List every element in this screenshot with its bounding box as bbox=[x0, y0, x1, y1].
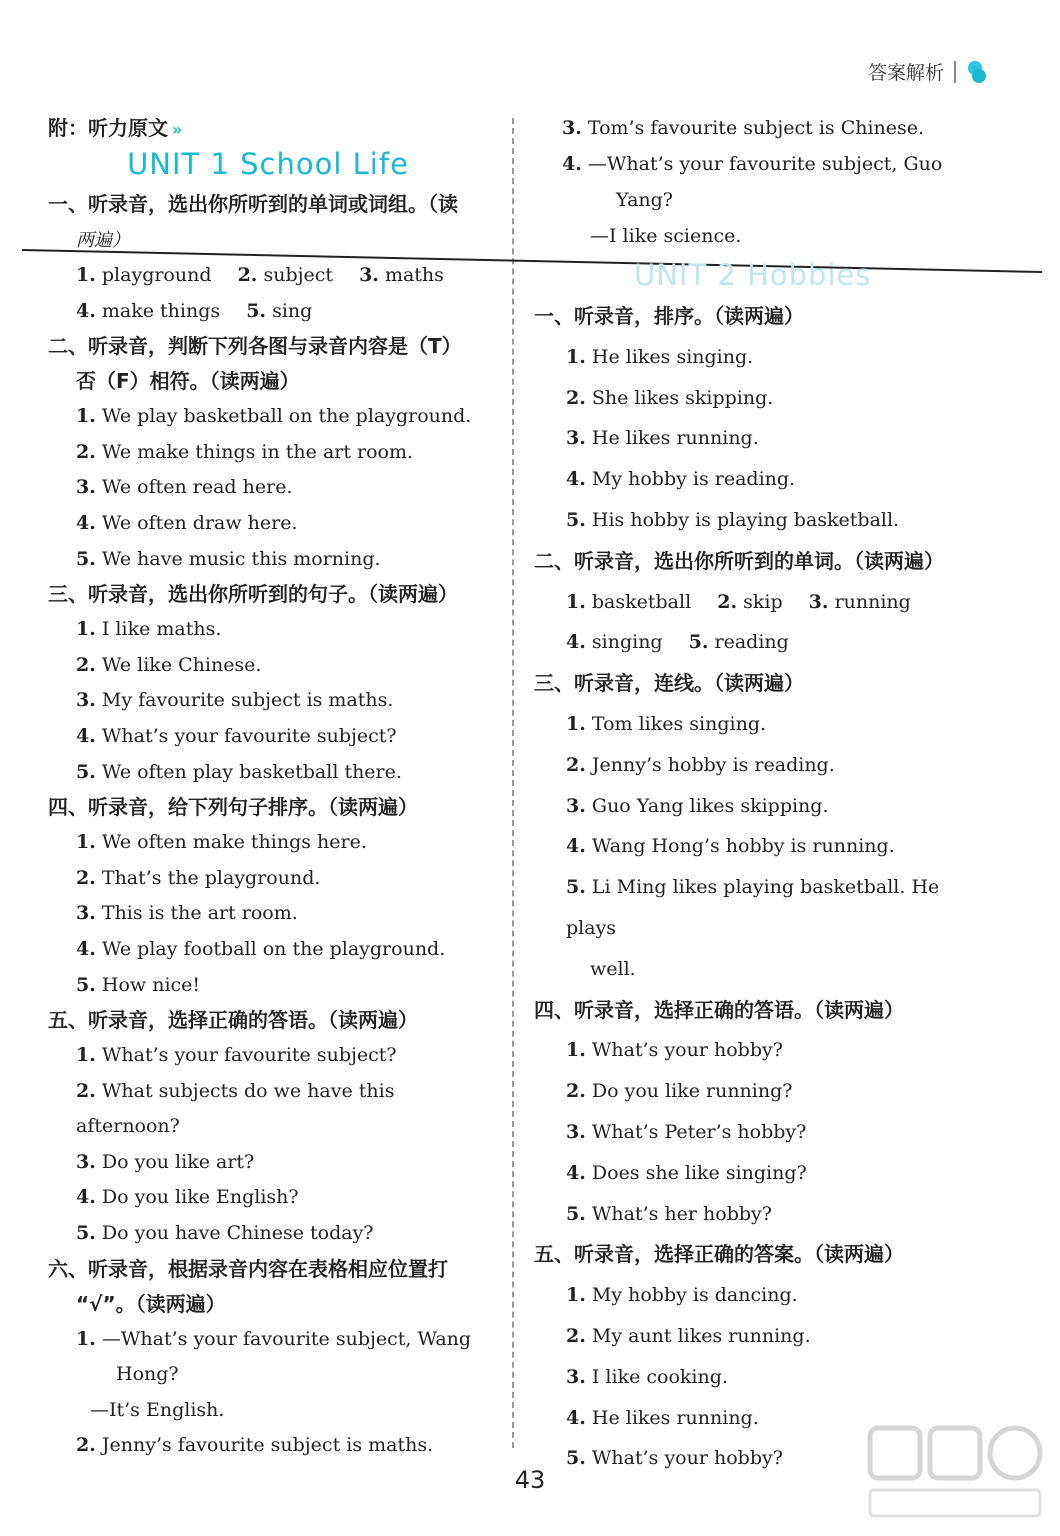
list-item: 5. What’s her hobby? bbox=[566, 1202, 772, 1225]
list-item: 5. How nice! bbox=[76, 973, 201, 996]
list-item: 2. Jenny’s favourite subject is maths. bbox=[76, 1434, 434, 1457]
list-item: 4. Wang Hong’s hobby is running. bbox=[566, 835, 895, 858]
word-row: 1. playground 2. subject 3. maths bbox=[76, 264, 444, 286]
list-item: 2. We make things in the art room. bbox=[76, 440, 414, 463]
section-1-title: 一、听录音，选出你所听到的单词或词组。（读 bbox=[48, 192, 458, 216]
section-6-title-cont: “√”。（读两遍） bbox=[76, 1291, 226, 1316]
list-item: 4. He likes running. bbox=[566, 1406, 759, 1429]
section-2-title: 二、听录音，选出你所听到的单词。（读两遍） bbox=[534, 548, 944, 573]
list-item: 2. My aunt likes running. bbox=[566, 1324, 811, 1347]
list-item: 1. What’s your favourite subject? bbox=[76, 1044, 397, 1067]
header-separator bbox=[954, 61, 956, 83]
list-item: 1. What’s your hobby? bbox=[566, 1039, 783, 1062]
list-item: 3. He likes running. bbox=[566, 427, 759, 450]
page-number: 43 bbox=[514, 1466, 546, 1494]
section-2-title-cont: 否（F）相符。（读两遍） bbox=[76, 369, 300, 394]
list-item: 2. She likes skipping. bbox=[566, 386, 774, 409]
page-header bbox=[868, 58, 988, 85]
list-item: 3. What’s Peter’s hobby? bbox=[566, 1120, 807, 1143]
list-item: 5. Do you have Chinese today? bbox=[76, 1222, 374, 1245]
list-item: 4. What’s your favourite subject? bbox=[76, 724, 397, 747]
list-item: 3. This is the art room. bbox=[76, 902, 298, 925]
section-5-title: 五、听录音，选择正确的答语。（读两遍） bbox=[48, 1008, 418, 1033]
section-6-title: 六、听录音，根据录音内容在表格相应位置打 bbox=[48, 1256, 448, 1281]
list-item: 2. Do you like running? bbox=[566, 1080, 793, 1103]
section-2-title: 二、听录音，判断下列各图与录音内容是（T） bbox=[48, 334, 462, 359]
list-item: 1. I like maths. bbox=[76, 618, 222, 641]
double-chevron-icon: » bbox=[172, 120, 183, 139]
header-title: 答案解析 bbox=[867, 62, 944, 84]
list-item: 3. We often read here. bbox=[76, 476, 293, 499]
list-item: 5. Li Ming likes playing basketball. He plays bbox=[566, 876, 940, 939]
column-divider bbox=[512, 118, 514, 1448]
right-column bbox=[534, 110, 989, 1479]
list-item: 1. We often make things here. bbox=[76, 831, 367, 854]
list-item: 4. We often draw here. bbox=[76, 511, 298, 534]
unit1-title: UNIT 1 School Life bbox=[127, 147, 409, 181]
word-row: 4. make things 5. sing bbox=[76, 299, 313, 322]
list-item: 2. We like Chinese. bbox=[76, 653, 262, 676]
list-item: 2. Jenny’s hobby is reading. bbox=[566, 753, 835, 776]
unit2-title: UNIT 2 Hobbies bbox=[634, 258, 872, 292]
list-item: 5. What’s your hobby? bbox=[566, 1447, 783, 1470]
list-item: 3. Guo Yang likes skipping. bbox=[566, 794, 829, 817]
left-column bbox=[48, 112, 488, 1464]
list-item: 5. His hobby is playing basketball. bbox=[566, 508, 900, 531]
list-item: 1. —What’s your favourite subject, Wang bbox=[76, 1327, 472, 1350]
list-item-cont: Yang? bbox=[616, 189, 673, 211]
list-item: 2. What subjects do we have this afternoon? bbox=[76, 1079, 395, 1138]
section-4-title: 四、听录音，给下列句子排序。（读两遍） bbox=[48, 795, 418, 820]
list-item: 3. My favourite subject is maths. bbox=[76, 689, 394, 712]
section-1-title: 一、听录音，排序。（读两遍） bbox=[534, 304, 804, 328]
section-1-title-cont: 两遍） bbox=[76, 230, 130, 251]
list-item: 4. Do you like English? bbox=[76, 1186, 299, 1209]
list-item-cont: well. bbox=[590, 957, 636, 980]
list-item: 1. My hobby is dancing. bbox=[566, 1284, 798, 1307]
list-item: 5. We have music this morning. bbox=[76, 547, 381, 570]
list-item-cont: Hong? bbox=[116, 1363, 179, 1386]
section-4-title: 四、听录音，选择正确的答语。（读两遍） bbox=[534, 997, 904, 1022]
list-item: 4. My hobby is reading. bbox=[566, 468, 796, 491]
list-item-answer: —It’s English. bbox=[90, 1398, 225, 1421]
watermark-logo-icon bbox=[860, 1418, 1050, 1528]
attachment-heading: 附：听力原文 » bbox=[48, 116, 183, 140]
list-item: 5. We often play basketball there. bbox=[76, 760, 402, 783]
list-item: 3. I like cooking. bbox=[566, 1365, 728, 1388]
section-3-title: 三、听录音，连线。（读两遍） bbox=[534, 671, 804, 696]
list-item: 1. We play basketball on the playground. bbox=[76, 405, 472, 428]
word-row: 1. basketball 2. skip 3. running bbox=[566, 590, 911, 613]
leaf-logo-icon bbox=[966, 59, 988, 85]
list-item: 4. We play football on the playground. bbox=[76, 937, 446, 960]
section-5-title: 五、听录音，选择正确的答案。（读两遍） bbox=[534, 1242, 904, 1267]
list-item: 3. Tom’s favourite subject is Chinese. bbox=[562, 117, 925, 139]
list-item: 3. Do you like art? bbox=[76, 1150, 255, 1173]
list-item: 4. Does she like singing? bbox=[566, 1161, 807, 1184]
list-item: 1. He likes singing. bbox=[566, 345, 754, 368]
list-item: 4. —What’s your favourite subject, Guo bbox=[562, 153, 943, 175]
word-row: 4. singing 5. reading bbox=[566, 631, 789, 654]
list-item: 2. That’s the playground. bbox=[76, 866, 321, 889]
section-3-title: 三、听录音，选出你所听到的句子。（读两遍） bbox=[48, 582, 458, 607]
list-item: 1. Tom likes singing. bbox=[566, 712, 767, 735]
list-item-answer: —I like science. bbox=[590, 225, 742, 247]
